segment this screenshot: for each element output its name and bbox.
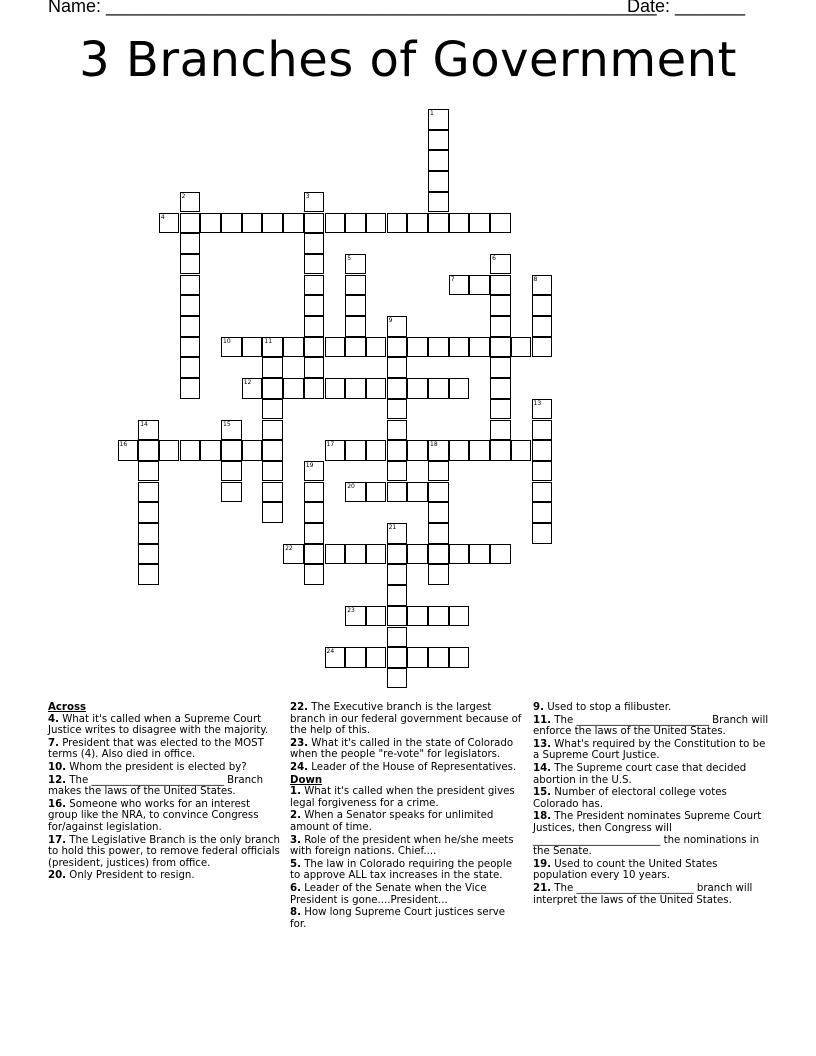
crossword-cell[interactable]	[180, 337, 201, 358]
crossword-cell[interactable]	[449, 213, 470, 234]
crossword-cell[interactable]	[387, 647, 408, 668]
crossword-cell[interactable]	[283, 337, 304, 358]
clue-item-number: 1.	[290, 786, 301, 798]
clue-item	[48, 799, 280, 834]
crossword-cell[interactable]	[428, 502, 449, 523]
crossword-cell[interactable]	[532, 337, 553, 358]
clue-number: 22	[285, 544, 293, 552]
crossword-cell[interactable]	[449, 647, 470, 668]
crossword-cell[interactable]	[138, 523, 159, 544]
clue-item-number: 21.	[533, 882, 552, 894]
crossword-cell[interactable]	[138, 420, 159, 441]
crossword-cell[interactable]	[428, 109, 449, 130]
clue-item	[48, 738, 280, 761]
clue-item-text: Number of electoral college votes Colorado has.	[533, 787, 727, 810]
crossword-cell[interactable]	[407, 213, 428, 234]
clue-item-text: Whom the president is elected by?	[66, 761, 247, 773]
crossword-cell[interactable]	[180, 357, 201, 378]
clue-item	[290, 859, 522, 882]
clue-item-text: Used to count the United States population every 10 years.	[533, 858, 718, 882]
clue-item	[48, 870, 280, 882]
crossword-cell[interactable]	[449, 606, 470, 627]
clue-item	[533, 787, 769, 810]
crossword-cell[interactable]	[469, 337, 490, 358]
crossword-cell[interactable]	[428, 482, 449, 503]
crossword-cell[interactable]	[428, 606, 449, 627]
crossword-cell[interactable]	[180, 233, 201, 254]
crossword-cell[interactable]	[304, 192, 325, 213]
clue-number: 19	[305, 461, 314, 469]
clue-item-number: 8.	[290, 907, 301, 919]
crossword-cell[interactable]	[325, 440, 346, 461]
crossword-cell[interactable]	[180, 378, 201, 399]
crossword-cell[interactable]	[387, 544, 408, 565]
crossword-cell[interactable]	[242, 213, 263, 234]
crossword-cell[interactable]	[345, 482, 366, 503]
crossword-cell[interactable]	[490, 295, 511, 316]
crossword-cell[interactable]	[304, 337, 325, 358]
crossword-cell[interactable]	[345, 295, 366, 316]
clue-item	[290, 835, 522, 858]
clue-number: 18	[430, 441, 438, 449]
crossword-cell[interactable]	[283, 213, 304, 234]
crossword-cell[interactable]	[532, 461, 553, 482]
crossword-cell[interactable]	[221, 482, 242, 503]
clue-number: 12	[243, 379, 252, 387]
clue-item	[48, 762, 280, 774]
crossword-cell[interactable]	[180, 316, 201, 337]
crossword-cell[interactable]	[325, 544, 346, 565]
crossword-cell[interactable]	[490, 316, 511, 337]
clue-item-number: 9.	[533, 702, 544, 713]
clue-item-number: 12.	[48, 774, 67, 786]
clue-number: 9	[388, 317, 393, 324]
clue-item-number: 14.	[533, 762, 552, 774]
crossword-cell[interactable]	[345, 378, 366, 399]
clue-item	[290, 738, 522, 761]
crossword-cell[interactable]	[387, 668, 408, 689]
clue-number: 14	[140, 420, 148, 428]
crossword-cell[interactable]	[428, 213, 449, 234]
clue-item	[48, 775, 280, 798]
clue-item-number: 3.	[290, 834, 301, 846]
crossword-cell[interactable]	[304, 378, 325, 399]
clue-item-number: 19.	[533, 858, 552, 870]
crossword-cell[interactable]	[262, 440, 283, 461]
crossword-cell[interactable]	[469, 213, 490, 234]
clue-item-text: How long Supreme Court justices serve for.	[290, 907, 506, 930]
crossword-cell[interactable]	[345, 337, 366, 358]
clue-number: 20	[347, 482, 355, 490]
name-label: Name: _______________________________________________________	[48, 0, 657, 16]
down-heading: Down	[290, 774, 323, 786]
clue-number: 21	[388, 524, 397, 531]
crossword-cell[interactable]	[200, 213, 221, 234]
clue-item-number: 20.	[48, 870, 67, 882]
clue-item-text: What it's called in the state of Colorado when the people "re-vote" for legislators.	[290, 737, 514, 761]
crossword-cell[interactable]	[387, 461, 408, 482]
clue-item-number: 4.	[48, 713, 59, 725]
clue-item	[533, 811, 769, 857]
crossword-cell[interactable]	[366, 337, 387, 358]
crossword-cell[interactable]	[532, 482, 553, 503]
crossword-cell[interactable]	[428, 192, 449, 213]
crossword-cell[interactable]	[180, 275, 201, 296]
crossword-cell[interactable]	[490, 254, 511, 275]
date-label: Date: _______	[627, 0, 746, 16]
crossword-cell[interactable]	[387, 316, 408, 337]
clue-number: 6	[492, 254, 496, 262]
clue-item-number: 11.	[533, 714, 552, 726]
clue-number: 1	[430, 110, 434, 117]
crossword-cell[interactable]	[407, 544, 428, 565]
clue-item-text: The Supreme court case that decided abortion in the U.S.	[533, 762, 747, 786]
crossword-cell[interactable]	[387, 337, 408, 358]
crossword-cell[interactable]	[407, 378, 428, 399]
clue-item-number: 5.	[290, 858, 301, 870]
clue-item	[290, 762, 522, 774]
crossword-cell[interactable]	[428, 564, 449, 585]
crossword-cell[interactable]	[345, 647, 366, 668]
clue-item-text: The _______________________ branch will interpret the laws of the United States.	[533, 882, 753, 906]
crossword-cell[interactable]	[180, 213, 201, 234]
crossword-cell[interactable]	[490, 357, 511, 378]
crossword-cell[interactable]	[262, 399, 283, 420]
clue-item-text: The __________________________ Branch will enforce the laws of the United States.	[533, 714, 769, 738]
crossword-cell[interactable]	[325, 647, 346, 668]
crossword-cell[interactable]	[407, 482, 428, 503]
crossword-cell[interactable]	[387, 420, 408, 441]
crossword-cell[interactable]	[428, 461, 449, 482]
clue-item	[533, 702, 769, 714]
crossword-cell[interactable]	[262, 420, 283, 441]
crossword-cell[interactable]	[532, 316, 553, 337]
crossword-cell[interactable]	[387, 213, 408, 234]
crossword-cell[interactable]	[428, 378, 449, 399]
crossword-cell[interactable]	[469, 544, 490, 565]
crossword-cell[interactable]	[304, 461, 325, 482]
clue-item	[48, 714, 280, 737]
crossword-cell[interactable]	[387, 440, 408, 461]
crossword-cell[interactable]	[325, 337, 346, 358]
clue-item-number: 23.	[290, 737, 309, 749]
crossword-cell[interactable]	[490, 399, 511, 420]
crossword-cell[interactable]	[407, 337, 428, 358]
page-title: 3 Branches of Government	[79, 32, 737, 88]
crossword-cell[interactable]	[490, 213, 511, 234]
crossword-cell[interactable]	[428, 150, 449, 171]
clue-item-text: The Executive branch is the largest branch in our federal government because of the help of this.	[290, 702, 522, 737]
clue-item-text: What it's called when the president gives legal forgiveness for a crime.	[290, 786, 515, 809]
clue-item	[533, 859, 769, 882]
crossword-cell[interactable]	[325, 213, 346, 234]
clue-item-text: The Legislative Branch is the only branch to hold this power, to remove federal officials (president, justices) from office.	[48, 834, 280, 869]
clue-item-number: 10.	[48, 761, 67, 773]
crossword-cell[interactable]	[366, 606, 387, 627]
clue-item	[290, 786, 522, 809]
clue-number: 13	[533, 399, 542, 407]
crossword-cell[interactable]	[262, 461, 283, 482]
clue-item-text: Leader of the Senate when the Vice President is gone....President...	[290, 882, 487, 906]
crossword-cell[interactable]	[345, 213, 366, 234]
crossword-cell[interactable]	[449, 440, 470, 461]
crossword-cell[interactable]	[304, 275, 325, 296]
crossword-cell[interactable]	[283, 378, 304, 399]
crossword-cell[interactable]	[262, 378, 283, 399]
across-heading: Across	[48, 702, 87, 713]
clue-item-number: 13.	[533, 738, 552, 750]
crossword-cell[interactable]	[345, 254, 366, 275]
clue-item-number: 24.	[290, 761, 309, 773]
crossword-cell[interactable]	[428, 130, 449, 151]
crossword-cell[interactable]	[449, 275, 470, 296]
crossword-cell[interactable]	[180, 440, 201, 461]
crossword-cell[interactable]	[345, 544, 366, 565]
crossword-cell[interactable]	[262, 482, 283, 503]
clue-item-text: When a Senator speaks for unlimited amount of time.	[290, 810, 494, 833]
clue-item-number: 15.	[533, 787, 552, 799]
crossword-cell[interactable]	[469, 440, 490, 461]
crossword-cell[interactable]	[532, 440, 553, 461]
clue-item-text: Leader of the House of Representatives.	[308, 761, 517, 773]
clue-item-text: Role of the president when he/she meets with foreign nations. Chief....	[290, 834, 514, 858]
crossword-cell[interactable]	[532, 295, 553, 316]
crossword-cell[interactable]	[490, 337, 511, 358]
crossword-cell[interactable]	[345, 606, 366, 627]
clue-item	[290, 907, 522, 930]
crossword-cell[interactable]	[304, 316, 325, 337]
clue-item	[290, 810, 522, 833]
crossword-cell[interactable]	[428, 440, 449, 461]
crossword-cell[interactable]	[387, 482, 408, 503]
crossword-cell[interactable]	[118, 440, 139, 461]
clue-number: 5	[347, 254, 352, 262]
crossword-cell[interactable]	[221, 337, 242, 358]
clue-item	[290, 883, 522, 906]
crossword-cell[interactable]	[532, 420, 553, 441]
clue-item	[533, 763, 769, 786]
clue-item-text: What it's called when a Supreme Court Justice writes to disagree with the majority.	[48, 713, 269, 737]
clue-item-text: Used to stop a filibuster.	[543, 702, 672, 713]
crossword-cell[interactable]	[304, 357, 325, 378]
crossword-cell[interactable]	[449, 378, 470, 399]
clues-column-3	[533, 702, 769, 907]
clue-item-text: Only President to resign.	[66, 870, 195, 882]
crossword-cell[interactable]	[262, 337, 283, 358]
crossword-cell[interactable]	[366, 482, 387, 503]
crossword-cell[interactable]	[366, 213, 387, 234]
crossword-cell[interactable]	[428, 337, 449, 358]
crossword-cell[interactable]	[407, 606, 428, 627]
crossword-cell[interactable]	[387, 399, 408, 420]
crossword-cell[interactable]	[490, 420, 511, 441]
clue-item-text: The law in Colorado requiring the people to approve ALL tax increases in the state.	[290, 858, 512, 882]
crossword-cell[interactable]	[387, 585, 408, 606]
crossword-cell[interactable]	[304, 564, 325, 585]
clues-column-2	[290, 702, 522, 931]
crossword-cell[interactable]	[532, 502, 553, 523]
crossword-cell[interactable]	[242, 440, 263, 461]
crossword-cell[interactable]	[490, 440, 511, 461]
crossword-cell[interactable]	[221, 440, 242, 461]
clue-item-text: The President nominates Supreme Court Justices, then Congress will _________________________ the nominations in the Senate.	[533, 811, 762, 858]
crossword-cell[interactable]	[490, 275, 511, 296]
crossword-cell[interactable]	[221, 213, 242, 234]
crossword-cell[interactable]	[304, 523, 325, 544]
crossword-cell[interactable]	[180, 192, 201, 213]
crossword-cell[interactable]	[200, 440, 221, 461]
crossword-cell[interactable]	[532, 399, 553, 420]
crossword-cell[interactable]	[221, 461, 242, 482]
clue-number: 7	[450, 275, 455, 283]
clue-number: 16	[119, 441, 128, 449]
clue-item-number: 22.	[290, 702, 309, 713]
crossword-cell[interactable]	[366, 544, 387, 565]
clue-item-number: 7.	[48, 737, 59, 749]
clue-number: 10	[223, 337, 231, 345]
crossword-cell[interactable]	[387, 523, 408, 544]
clue-item-text: President that was elected to the MOST terms (4). Also died in office.	[48, 737, 264, 761]
crossword-cell[interactable]	[345, 316, 366, 337]
clue-number: 8	[533, 275, 538, 283]
crossword-cell[interactable]	[262, 357, 283, 378]
clue-number: 23	[347, 606, 355, 614]
clue-item	[290, 702, 522, 737]
crossword-cell[interactable]	[242, 378, 263, 399]
crossword-cell[interactable]	[304, 482, 325, 503]
clue-item	[533, 739, 769, 762]
crossword-cell[interactable]	[511, 440, 532, 461]
crossword-cell[interactable]	[428, 544, 449, 565]
crossword-cell[interactable]	[407, 647, 428, 668]
crossword-cell[interactable]	[180, 295, 201, 316]
crossword-cell[interactable]	[345, 440, 366, 461]
clue-number: 4	[160, 213, 165, 221]
crossword-cell[interactable]	[304, 295, 325, 316]
crossword-cell[interactable]	[159, 440, 180, 461]
crossword-cell[interactable]	[469, 275, 490, 296]
crossword-cell[interactable]	[221, 420, 242, 441]
clue-item	[533, 883, 769, 906]
crossword-cell[interactable]	[387, 357, 408, 378]
crossword-cell[interactable]	[138, 482, 159, 503]
clue-number: 3	[305, 192, 310, 200]
crossword-cell[interactable]	[449, 337, 470, 358]
crossword-cell[interactable]	[325, 378, 346, 399]
clue-number: 15	[223, 420, 231, 428]
crossword-cell[interactable]	[283, 544, 304, 565]
crossword-cell[interactable]	[242, 337, 263, 358]
clue-item-number: 2.	[290, 810, 301, 822]
clue-item-number: 6.	[290, 882, 301, 894]
clues-column-1	[48, 702, 280, 883]
crossword-cell[interactable]	[366, 440, 387, 461]
crossword-cell[interactable]	[304, 502, 325, 523]
clue-item-number: 18.	[533, 811, 552, 823]
crossword-cell[interactable]	[387, 627, 408, 648]
crossword-cell[interactable]	[366, 378, 387, 399]
clue-item-text: The __________________________ Branch makes the laws of the United States.	[48, 774, 264, 798]
crossword-cell[interactable]	[428, 171, 449, 192]
crossword-cell[interactable]	[138, 502, 159, 523]
crossword-cell[interactable]	[449, 544, 470, 565]
crossword-cell[interactable]	[304, 254, 325, 275]
crossword-cell[interactable]	[138, 564, 159, 585]
crossword-cell[interactable]	[428, 523, 449, 544]
clue-number: 2	[181, 192, 186, 200]
crossword-cell[interactable]	[262, 213, 283, 234]
clue-item	[48, 835, 280, 870]
crossword-cell[interactable]	[262, 502, 283, 523]
clue-item-number: 16.	[48, 798, 67, 810]
crossword-cell[interactable]	[387, 378, 408, 399]
clue-item-text: Someone who works for an interest group like the NRA, to convince Congress for/against legislation.	[48, 798, 259, 833]
crossword-cell[interactable]	[304, 233, 325, 254]
crossword-cell[interactable]	[138, 544, 159, 565]
crossword-cell[interactable]	[490, 378, 511, 399]
crossword-cell[interactable]	[532, 523, 553, 544]
clue-number: 17	[326, 441, 335, 449]
clue-item-text: What's required by the Constitution to be a Supreme Court Justice.	[533, 738, 766, 762]
crossword-cell[interactable]	[304, 544, 325, 565]
crossword-cell[interactable]	[159, 213, 180, 234]
crossword-cell[interactable]	[532, 275, 553, 296]
clue-number: 11	[264, 337, 273, 345]
crossword-cell[interactable]	[345, 275, 366, 296]
crossword-cell[interactable]	[366, 647, 387, 668]
crossword-cell[interactable]	[387, 564, 408, 585]
crossword-cell[interactable]	[180, 254, 201, 275]
clue-item	[533, 715, 769, 738]
clue-number: 24	[326, 648, 335, 656]
clue-item-number: 17.	[48, 834, 67, 846]
crossword-cell[interactable]	[138, 440, 159, 461]
crossword-cell[interactable]	[138, 461, 159, 482]
crossword-cell[interactable]	[428, 647, 449, 668]
crossword-cell[interactable]	[511, 337, 532, 358]
crossword-cell[interactable]	[490, 544, 511, 565]
crossword-cell[interactable]	[407, 440, 428, 461]
crossword-cell[interactable]	[304, 213, 325, 234]
crossword-cell[interactable]	[387, 606, 408, 627]
